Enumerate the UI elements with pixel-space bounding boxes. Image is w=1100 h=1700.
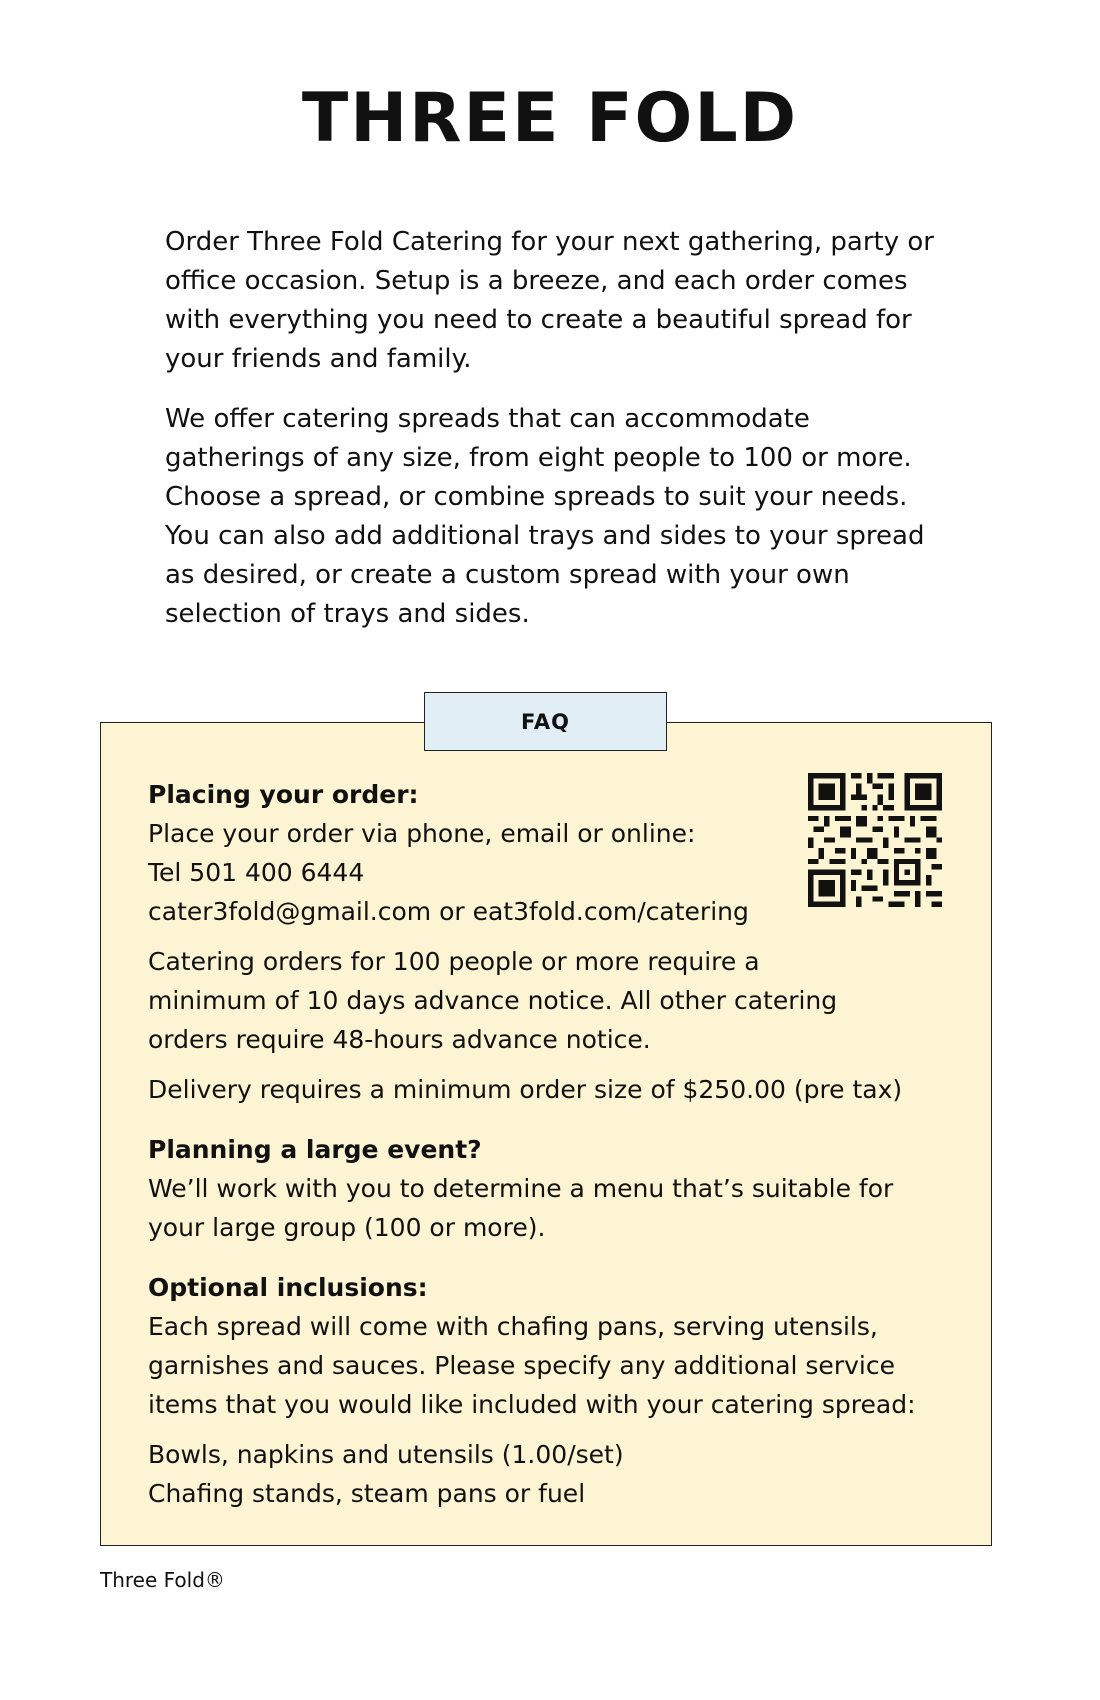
placing-order-heading: Placing your order: (148, 780, 419, 809)
delivery-minimum-text: Delivery requires a minimum order size of $250.00 (pre tax) (148, 1075, 903, 1104)
contact-email-web: cater3fold@gmail.com or eat3fold.com/catering (148, 897, 749, 926)
intro-section (165, 223, 945, 655)
intro-paragraph-1: Order Three Fold Catering for your next gathering, party or office occasion. Setup is a breeze, and each order comes with everything you need to create a beautiful spread for your friends and family. (165, 227, 934, 374)
inclusion-item-2: Chafing stands, steam pans or fuel (148, 1479, 586, 1508)
advance-notice-text: Catering orders for 100 people or more require a minimum of 10 days advance notice. All other catering orders require 48-hours advance notice. (148, 947, 838, 1054)
footer-brand: Three Fold® (100, 1568, 225, 1592)
large-event-heading: Planning a large event? (148, 1135, 482, 1164)
faq-tab-label: FAQ (520, 709, 571, 734)
phone-number: Tel 501 400 6444 (148, 858, 365, 887)
optional-inclusions-text: Each spread will come with chafing pans, serving utensils, garnishes and sauces. Please specify any additional service items that you would like included with your catering spread: (148, 1312, 916, 1419)
optional-inclusions-heading: Optional inclusions: (148, 1273, 428, 1302)
inclusion-item-1: Bowls, napkins and utensils (1.00/set) (148, 1440, 624, 1469)
large-event-text: We’ll work with you to determine a menu that’s suitable for your large group (100 or more). (148, 1174, 894, 1242)
faq-tab (424, 692, 667, 751)
placing-order-text: Place your order via phone, email or online: (148, 819, 696, 848)
page-title: THREE FOLD (301, 79, 799, 158)
qr-code-icon[interactable] (808, 773, 942, 907)
intro-paragraph-2: We offer catering spreads that can accommodate gatherings of any size, from eight people to 100 or more. Choose a spread, or combine spreads to suit your needs. You can also add additional trays and sides to your spread as desired, or create a custom spread with your own selection of trays and sides. (165, 404, 925, 629)
